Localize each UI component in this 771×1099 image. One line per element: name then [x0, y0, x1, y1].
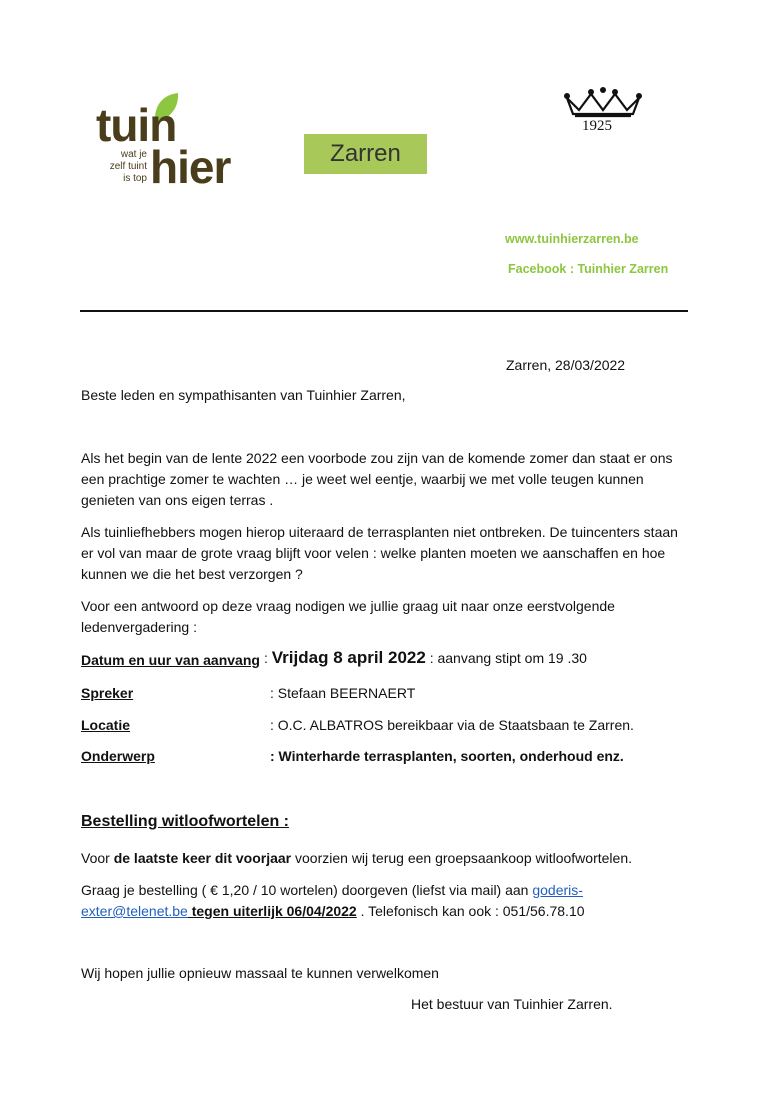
zarren-badge-label: Zarren [330, 140, 401, 167]
spreker-label: Spreker [81, 685, 134, 701]
closing-line: Wij hopen jullie opnieuw massaal te kunnen verwelkomen [81, 965, 439, 981]
spreker-value: : Stefaan BEERNAERT [270, 685, 416, 701]
datum-extra: : aanvang stipt om 19 .30 [425, 650, 587, 666]
datum-value-line [264, 648, 587, 668]
header-divider [80, 310, 688, 312]
zarren-badge [304, 134, 427, 174]
order-paragraph-1: Voor de laatste keer dit voorjaar voorzien wij terug een groepsaankoop witloofwortelen. [81, 850, 632, 866]
crown-year: 1925 [582, 118, 612, 134]
locatie-label: Locatie [81, 717, 131, 733]
paragraph-3: Voor een antwoord op deze vraag nodigen we jullie graag uit naar onze eerstvolgende ledenvergadering : [81, 598, 615, 635]
onderwerp-value: : Winterharde terrasplanten, soorten, onderhoud enz. [270, 748, 624, 764]
order-heading: Bestelling witloofwortelen : [81, 813, 290, 830]
logo-tagline: wat je zelf tuint is top [109, 149, 147, 184]
salutation: Beste leden en sympathisanten van Tuinhier Zarren, [81, 387, 406, 403]
order-paragraph-2: Graag je bestelling ( € 1,20 / 10 wortelen) doorgeven (liefst via mail) aan goderis- exter@telenet.be tegen uiterlijk 06/04/2022 . Telefonisch kan ook : 051/56.78.10 [81, 882, 585, 919]
logo-word-hier: hier [150, 141, 231, 193]
datum-sep: : [264, 650, 272, 666]
order-deadline: tegen uiterlijk 06/04/2022 [187, 903, 357, 919]
datum-label: Datum en uur van aanvang [81, 652, 260, 668]
locatie-value: : O.C. ALBATROS bereikbaar via de Staatsbaan te Zarren. [270, 717, 634, 733]
paragraph-2: Als tuinliefhebbers mogen hierop uiteraard de terrasplanten niet ontbreken. De tuincenters staan er vol van maar de grote vraag blijft voor velen : welke planten moeten we aanschaffen en hoe kunnen we die het best verzorgen ? [81, 524, 678, 582]
paragraph-1: Als het begin van de lente 2022 een voorbode zou zijn van de komende zomer dan staat er ons een prachtige zomer te wachten … je weet wel eentje, waarbij we met volle teugen kunnen genieten van ons eigen terras . [81, 450, 673, 508]
logo-word-tuin: tuin [96, 99, 177, 151]
website-link[interactable]: www.tuinhierzarren.be [505, 232, 639, 246]
facebook-link[interactable]: Facebook : Tuinhier Zarren [508, 262, 669, 276]
email-link[interactable]: goderis- exter@telenet.be [81, 882, 583, 919]
datum-value: Vrijdag 8 april 2022 [271, 648, 426, 667]
tuinhier-logo [96, 92, 256, 202]
signature: Het bestuur van Tuinhier Zarren. [411, 996, 613, 1012]
order-emphasis: de laatste keer dit voorjaar [113, 850, 292, 866]
onderwerp-label: Onderwerp [81, 748, 155, 764]
letter-date: Zarren, 28/03/2022 [506, 357, 626, 373]
